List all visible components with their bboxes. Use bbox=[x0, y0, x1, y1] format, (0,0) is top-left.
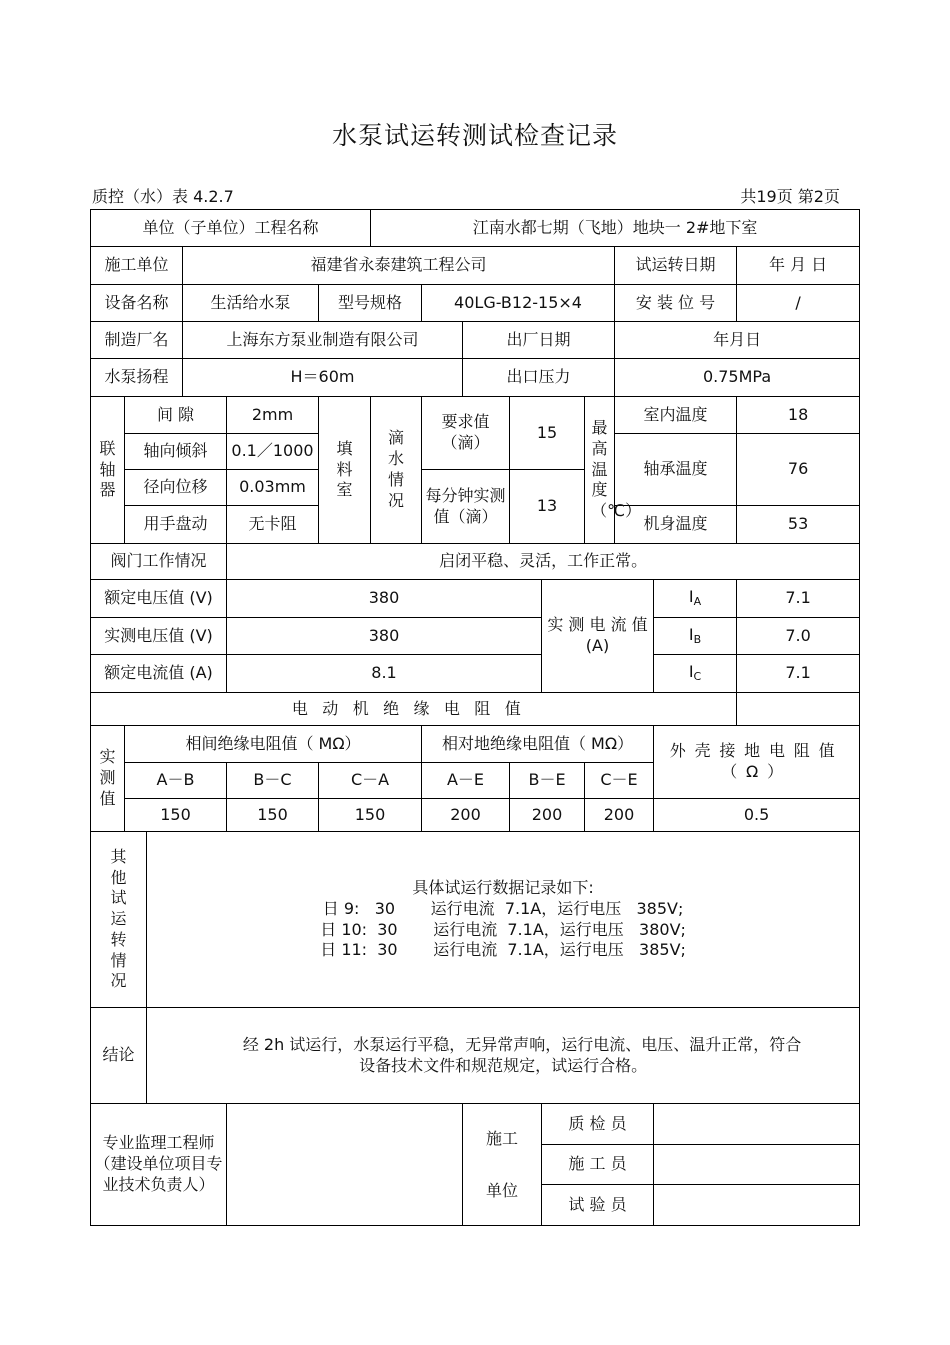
measured-current-label: 实 测 电 流 值(A) bbox=[542, 580, 654, 693]
axial-label: 轴向倾斜 bbox=[125, 434, 227, 470]
tester-label: 试 验 员 bbox=[542, 1185, 654, 1226]
col-be: B－E bbox=[510, 763, 585, 799]
note-line: 日 9: 30 运行电流 7.1A，运行电压 385V; bbox=[322, 898, 684, 918]
val-bc: 150 bbox=[227, 799, 319, 832]
body-temp-label: 机身温度 bbox=[615, 506, 737, 544]
page-title: 水泵试运转测试检查记录 bbox=[331, 121, 618, 150]
val-ce: 200 bbox=[585, 799, 654, 832]
col-ab: A－B bbox=[125, 763, 227, 799]
inspection-record-table bbox=[90, 209, 860, 1226]
qc-label: 质 检 员 bbox=[542, 1104, 654, 1145]
required-value: 15 bbox=[510, 397, 585, 470]
pressure-value: 0.75MPa bbox=[615, 359, 860, 397]
rated-voltage-value: 380 bbox=[227, 580, 542, 618]
temperature-label: 最高温度（℃） bbox=[585, 397, 615, 544]
gap-value: 2mm bbox=[227, 397, 319, 434]
insulation-header-blank bbox=[737, 693, 860, 726]
supervisor-signature[interactable] bbox=[227, 1104, 463, 1226]
head-label: 水泵扬程 bbox=[91, 359, 183, 397]
col-ae: A－E bbox=[422, 763, 510, 799]
rated-voltage-label: 额定电压值 (V) bbox=[91, 580, 227, 618]
drip-label: 滴水情况 bbox=[371, 397, 422, 544]
rated-current-label: 额定电流值 (A) bbox=[91, 655, 227, 693]
install-label: 安 装 位 号 bbox=[615, 285, 737, 322]
ib-label: $I_B$ bbox=[654, 618, 737, 655]
measured-voltage-value: 380 bbox=[227, 618, 542, 655]
ib-value: 7.0 bbox=[737, 618, 860, 655]
conclusion-label: 结论 bbox=[91, 1008, 147, 1104]
constructor-label: 施工单位 bbox=[91, 247, 183, 285]
conclusion-text bbox=[147, 1008, 860, 1104]
other-notes bbox=[147, 832, 860, 1008]
factory-date-label: 出厂日期 bbox=[463, 322, 615, 359]
head-value: H＝60m bbox=[183, 359, 463, 397]
axial-value: 0.1／1000 bbox=[227, 434, 319, 470]
ic-value: 7.1 bbox=[737, 655, 860, 693]
project-value: 江南水都七期（飞地）地块一 2#地下室 bbox=[371, 210, 860, 247]
valve-label: 阀门工作情况 bbox=[91, 544, 227, 580]
packing-label: 填料室 bbox=[319, 397, 371, 544]
valve-value: 启闭平稳、灵活，工作正常。 bbox=[227, 544, 860, 580]
insulation-measured-label: 实测值 bbox=[91, 726, 125, 832]
required-label: 要求值（滴） bbox=[422, 397, 510, 470]
col-ca: C－A bbox=[319, 763, 422, 799]
qc-signature[interactable] bbox=[654, 1104, 860, 1145]
equipment-value: 生活给水泵 bbox=[183, 285, 319, 322]
col-ce: C－E bbox=[585, 763, 654, 799]
worker-signature[interactable] bbox=[654, 1145, 860, 1185]
measured-voltage-label: 实测电压值 (V) bbox=[91, 618, 227, 655]
rated-current-value: 8.1 bbox=[227, 655, 542, 693]
bearing-temp-value: 76 bbox=[737, 434, 860, 506]
tester-signature[interactable] bbox=[654, 1185, 860, 1226]
test-date-label: 试运转日期 bbox=[615, 247, 737, 285]
col-bc: B－C bbox=[227, 763, 319, 799]
shell-ground-label: 外壳接地电阻值（Ω） bbox=[654, 726, 860, 799]
project-label: 单位（子单位）工程名称 bbox=[91, 210, 371, 247]
ground-insulation-label: 相对地绝缘电阻值（ MΩ） bbox=[422, 726, 654, 763]
note-line: 具体试运行数据记录如下: bbox=[412, 877, 594, 897]
install-value: / bbox=[737, 285, 860, 322]
constructor-value: 福建省永泰建筑工程公司 bbox=[183, 247, 615, 285]
note-line: 日 11: 30 运行电流 7.1A，运行电压 385V; bbox=[320, 940, 686, 960]
val-ab: 150 bbox=[125, 799, 227, 832]
bearing-temp-label: 轴承温度 bbox=[615, 434, 737, 506]
insulation-header: 电动机绝缘电阻值 bbox=[91, 693, 737, 726]
indoor-temp-label: 室内温度 bbox=[615, 397, 737, 434]
shell-ground-value: 0.5 bbox=[654, 799, 860, 832]
conclusion-line-1: 经 2h 试运行，水泵运行平稳，无异常声响，运行电流、电压、温升正常，符合 bbox=[242, 1034, 802, 1054]
supervisor-label: 专业监理工程师（建设单位项目专业技术负责人） bbox=[91, 1104, 227, 1226]
radial-label: 径向位移 bbox=[125, 470, 227, 506]
equipment-label: 设备名称 bbox=[91, 285, 183, 322]
ia-value: 7.1 bbox=[737, 580, 860, 618]
worker-label: 施 工 员 bbox=[542, 1145, 654, 1185]
maker-value: 上海东方泵业制造有限公司 bbox=[183, 322, 463, 359]
ia-label: $I_A$ bbox=[654, 580, 737, 618]
hand-value: 无卡阻 bbox=[227, 506, 319, 544]
construction-unit-label: 施工 单位 bbox=[463, 1104, 542, 1226]
hand-label: 用手盘动 bbox=[125, 506, 227, 544]
measured-drip-value: 13 bbox=[510, 470, 585, 544]
page-info: 共19页 第2页 bbox=[740, 187, 840, 206]
body-temp-value: 53 bbox=[737, 506, 860, 544]
indoor-temp-value: 18 bbox=[737, 397, 860, 434]
factory-date-value: 年月日 bbox=[615, 322, 860, 359]
maker-label: 制造厂名 bbox=[91, 322, 183, 359]
val-ca: 150 bbox=[319, 799, 422, 832]
conclusion-line-2: 设备技术文件和规范规定，试运行合格。 bbox=[359, 1055, 648, 1075]
test-date-value: 年 月 日 bbox=[737, 247, 860, 285]
phase-insulation-label: 相间绝缘电阻值（ MΩ） bbox=[125, 726, 422, 763]
val-be: 200 bbox=[510, 799, 585, 832]
measured-drip-label: 每分钟实测值（滴） bbox=[422, 470, 510, 544]
form-code: 质控（水）表 4.2.7 bbox=[92, 187, 234, 206]
other-label: 其他试运转情况 bbox=[91, 832, 147, 1008]
pressure-label: 出口压力 bbox=[463, 359, 615, 397]
val-ae: 200 bbox=[422, 799, 510, 832]
note-line: 日 10: 30 运行电流 7.1A，运行电压 380V; bbox=[320, 919, 686, 939]
coupling-label: 联轴器 bbox=[91, 397, 125, 544]
model-value: 40LG-B12-15×4 bbox=[422, 285, 615, 322]
ic-label: $I_C$ bbox=[654, 655, 737, 693]
radial-value: 0.03mm bbox=[227, 470, 319, 506]
model-label: 型号规格 bbox=[319, 285, 422, 322]
gap-label: 间 隙 bbox=[125, 397, 227, 434]
